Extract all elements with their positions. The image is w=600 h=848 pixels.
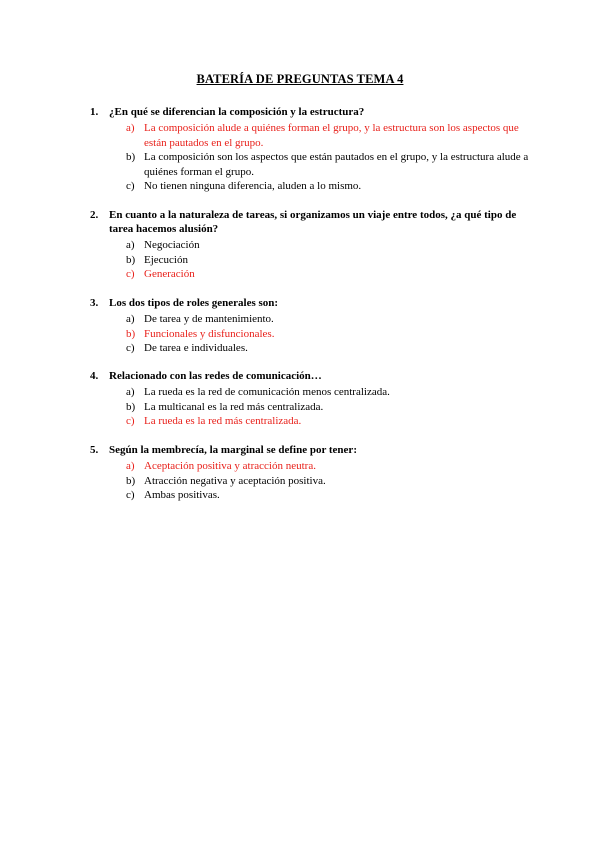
option-letter: b) [126, 253, 136, 266]
option-letter: c) [126, 180, 135, 192]
option-letter: c) [126, 489, 135, 501]
question-number: 4. [90, 370, 99, 382]
question-text: Relacionado con las redes de comunicación… [109, 370, 322, 382]
option-letter: b) [126, 151, 136, 163]
question-1 [90, 105, 530, 194]
option-text: La composición alude a quiénes forman el grupo, y la estructura son los aspectos que están pautados en el grupo. [144, 122, 519, 149]
option-text: La composición son los aspectos que están pautados en el grupo, y la estructura alude a quiénes forman el grupo. [144, 151, 529, 178]
question-4 [90, 369, 530, 429]
question-number: 2. [90, 209, 99, 221]
option-c [126, 179, 530, 194]
option-letter: a) [126, 460, 135, 472]
option-text: Ambas positivas. [144, 489, 220, 501]
option-letter: b) [126, 474, 136, 487]
question-header [90, 443, 530, 457]
option-text: Funcionales y disfuncionales. [144, 327, 275, 340]
option-b [126, 327, 530, 342]
question-text: Según la membrecía, la marginal se define por tener: [109, 444, 357, 456]
option-letter: a) [126, 313, 135, 325]
option-text: De tarea e individuales. [144, 342, 248, 354]
option-c [126, 341, 530, 356]
option-text: No tienen ninguna diferencia, aluden a lo mismo. [144, 180, 362, 192]
option-text: La rueda es la red más centralizada. [144, 415, 302, 427]
question-5 [90, 443, 530, 503]
option-a [126, 238, 530, 253]
question-text: En cuanto a la naturaleza de tareas, si organizamos un viaje entre todos, ¿a qué tipo de tarea hacemos alusión? [109, 209, 517, 235]
option-c [126, 414, 530, 429]
option-text: Generación [144, 268, 195, 280]
option-b [126, 150, 530, 179]
option-b [126, 400, 530, 415]
question-3 [90, 296, 530, 356]
question-header [90, 208, 530, 236]
question-header [90, 296, 530, 310]
option-text: De tarea y de mantenimiento. [144, 313, 274, 325]
option-a [126, 312, 530, 327]
option-b [126, 253, 530, 268]
option-text: Atracción negativa y aceptación positiva. [144, 474, 326, 487]
option-letter: a) [126, 239, 135, 251]
option-letter: b) [126, 327, 136, 340]
option-letter: a) [126, 386, 135, 398]
document-title: BATERÍA DE PREGUNTAS TEMA 4 [196, 72, 404, 86]
question-text: Los dos tipos de roles generales son: [109, 297, 279, 309]
option-c [126, 488, 530, 503]
option-letter: c) [126, 268, 135, 280]
option-text: Ejecución [144, 253, 188, 266]
question-header [90, 105, 530, 119]
question-number: 1. [90, 106, 99, 118]
option-c [126, 267, 530, 282]
question-2 [90, 208, 530, 282]
option-letter: c) [126, 342, 135, 354]
question-header [90, 369, 530, 383]
option-a [126, 385, 530, 400]
option-text: La rueda es la red de comunicación menos centralizada. [144, 386, 390, 398]
question-text: ¿En qué se diferencian la composición y la estructura? [109, 106, 365, 118]
option-letter: b) [126, 400, 136, 413]
option-letter: c) [126, 415, 135, 427]
option-text: La multicanal es la red más centralizada. [144, 400, 324, 413]
option-letter: a) [126, 122, 135, 134]
option-text: Aceptación positiva y atracción neutra. [144, 460, 316, 472]
option-a [126, 459, 530, 474]
question-number: 3. [90, 297, 99, 309]
question-number: 5. [90, 444, 99, 456]
option-b [126, 474, 530, 489]
option-a [126, 121, 530, 150]
option-text: Negociación [144, 239, 200, 251]
